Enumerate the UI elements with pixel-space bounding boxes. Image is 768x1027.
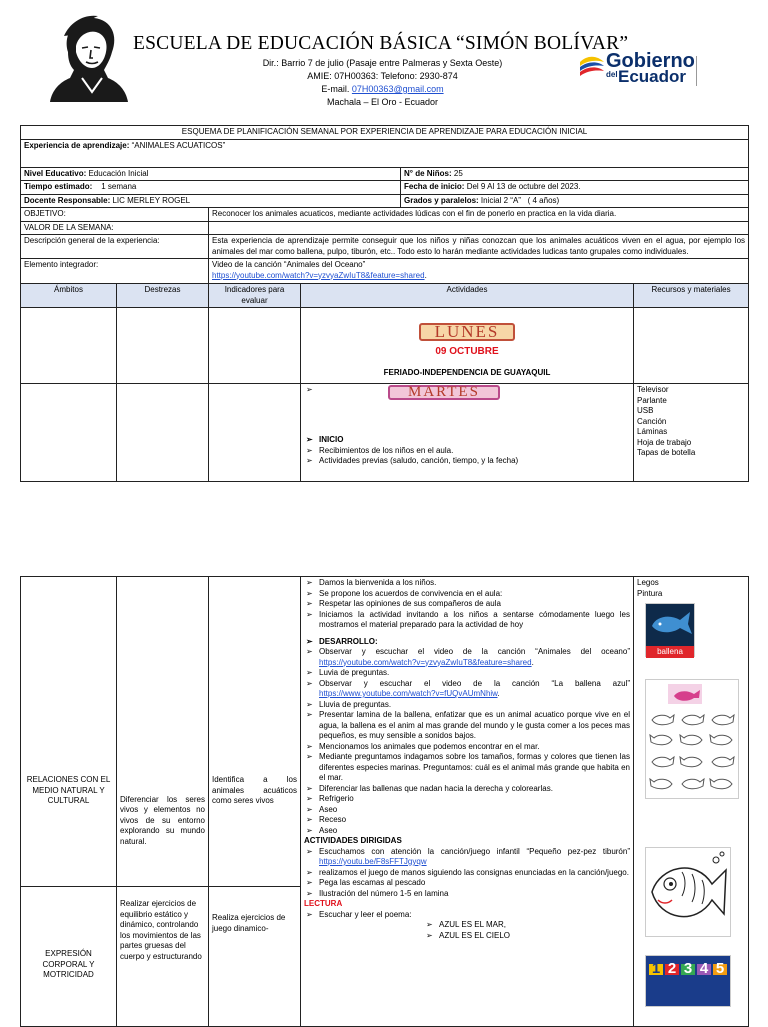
nivel-cell	[21, 167, 401, 181]
elemento-value: Video de la canción “Animales del Oceano”	[212, 260, 366, 269]
ninos-label: N° de Niños:	[404, 168, 452, 178]
fecha-label: Fecha de inicio:	[404, 182, 465, 191]
lunes-activities	[301, 308, 634, 384]
activity-item: ➢ Iniciamos la actividad invitando a los niños a sentarse cómodamente luego les mostramos el material preparado para la actividad de hoy	[304, 610, 630, 631]
activity-item: ➢ Observar y escuchar el video de la canción “La ballena azul” https://www.youtube.com/watch?v=fUQvAUmNhiw.	[304, 679, 630, 700]
col-recursos: Recursos y materiales	[634, 284, 749, 308]
descripcion-label: Descripción general de la experiencia:	[21, 235, 209, 259]
elemento-label: Elemento integrador:	[21, 259, 209, 284]
lunes-holiday: FERIADO-INDEPENDENCIA DE GUAYAQUIL	[383, 367, 551, 377]
email-link[interactable]: 07H00363@gmail.com	[351, 84, 444, 94]
planning-table-page2	[20, 576, 749, 1027]
poem-line: ➢ AZUL ES EL MAR,	[424, 920, 630, 931]
martes-inicio: ➢ INICIO	[304, 435, 630, 446]
col-ambitos: Ámbitos	[21, 284, 117, 308]
amie-line: AMIE: 07H00363: Telefono: 2930-874	[307, 71, 458, 81]
col-destrezas: Destrezas	[117, 284, 209, 308]
activity-item: ➢ Presentar lamina de la ballena, enfatizar que es un animal acuatico porque vive en el agua, la ballena es el anim al mas grande del mundo y le gusta comer a los peces mas pequeños, es muy sensible a sonidos bajos.	[304, 710, 630, 742]
martes-destreza	[117, 384, 209, 482]
activity-item: ➢ realizamos el juego de manos siguiendo las consignas enunciadas en la canción/juego.	[304, 868, 630, 879]
grados-cell	[401, 194, 749, 208]
objetivo-label: OBJETIVO:	[21, 208, 209, 222]
activity-item: ➢ Observar y escuchar el video de la canción “Animales del oceano” https://youtube.com/watch?v=yzvyaZwIuT8&feature=shared.	[304, 647, 630, 668]
martes-item: ➢ Actividades previas (saludo, canción, tiempo, y la fecha)	[304, 456, 630, 467]
ambito-relaciones: RELACIONES CON EL MEDIO NATURAL Y CULTURAL	[21, 577, 117, 887]
ambito-expresion: EXPRESIÓN CORPORAL Y MOTRICIDAD	[21, 887, 117, 1027]
logo-divider	[696, 56, 697, 86]
ecuador-flag-mark	[578, 52, 606, 88]
activity-item: ➢ Aseo	[304, 805, 630, 816]
lunes-ambito	[21, 308, 117, 384]
indicador-realiza: Realiza ejercicios de juego dinamico-	[209, 887, 301, 1027]
activity-item: ➢ Lluvia de preguntas.	[304, 700, 630, 711]
dirigidas-heading: ACTIVIDADES DIRIGIDAS	[304, 836, 402, 845]
elemento-link-suffix: .	[424, 270, 427, 280]
descripcion-value: Esta experiencia de aprendizaje permite conseguir que los niños y niñas conozcan que los animales acuáticos viven en el agua, por ejemplo los animales del mar como ballena, pulpo, tiburón, etc.. Todo esto lo harán mediante actividades ludicas tanto grupales como individuales.	[209, 235, 749, 259]
docente-cell	[21, 194, 401, 208]
gov-logo-word1: Gobierno	[606, 50, 695, 72]
whale-worksheet-image	[645, 679, 739, 799]
activity-item: ➢ Ilustración del número 1-5 en lamina	[304, 889, 630, 900]
martes-item: ➢ Recibimientos de los niños en el aula.	[304, 446, 630, 457]
poem-line: ➢ AZUL ES EL CIELO	[424, 931, 630, 942]
experience-label: Experiencia de aprendizaje:	[24, 140, 130, 150]
destreza-diferenciar: Diferenciar los seres vivos y elementos no vivos de su entorno explorando su mundo natural.	[117, 577, 209, 887]
number-card: 2	[665, 964, 679, 975]
resource-item: Parlante	[637, 395, 667, 405]
fish-icon	[646, 848, 730, 936]
resources-page2	[634, 577, 749, 1027]
resource-item: Pintura	[637, 588, 663, 598]
lunes-destreza	[117, 308, 209, 384]
fish-coloring-image	[645, 847, 731, 937]
elemento-link[interactable]: https://youtube.com/watch?v=yzvyaZwIuT8&feature=shared	[212, 270, 425, 280]
grados-label: Grados y paralelos:	[404, 195, 479, 205]
resource-item: Láminas	[637, 427, 668, 436]
resource-item: Televisor	[637, 385, 669, 394]
indicador-identifica: Identifica a los animales acuáticos como seres vivos	[209, 577, 301, 887]
number-card: 1	[649, 964, 663, 975]
docente-label: Docente Responsable:	[24, 195, 111, 205]
activities-page2	[301, 577, 634, 1027]
objetivo-value: Reconocer los animales acuaticos, mediante actividades lúdicas con el fin de ponerlo en practica en la vida diaria.	[209, 208, 749, 222]
lectura-heading: LECTURA	[304, 899, 343, 908]
activity-item: ➢ Diferenciar las ballenas que nadan hacia la derecha y colorearlas.	[304, 784, 630, 795]
tiempo-value: 1 semana	[92, 182, 137, 191]
destreza-ejercicios: Realizar ejercicios de equilibrio estático y dinámico, controlando los movimientos de las partes gruesas del cuerpo y estructurando	[117, 887, 209, 1027]
video-link-oceano[interactable]: https://youtube.com/watch?v=yzvyaZwIuT8&feature=shared	[319, 657, 532, 667]
activity-item: ➢ Respetar las opiniones de sus compañeros de aula	[304, 599, 630, 610]
activity-item: ➢ Aseo	[304, 826, 630, 837]
activity-item: ➢ Damos la bienvenida a los niños.	[304, 578, 630, 589]
ninos-value: 25	[451, 168, 463, 178]
activity-item: ➢ Refrigerio	[304, 794, 630, 805]
activity-item: ➢ Pega las escamas al pescado	[304, 878, 630, 889]
city-line: Machala – El Oro - Ecuador	[326, 97, 439, 107]
grados-value: Inicial 2 “A” ( 4 años)	[478, 195, 560, 205]
whale-icon	[646, 604, 694, 642]
planning-table-page1	[20, 125, 749, 482]
lunes-date: 09 OCTUBRE	[435, 346, 499, 358]
school-name: ESCUELA DE EDUCACIÓN BÁSICA “SIMÓN BOLÍVAR”	[133, 33, 629, 54]
resource-item: USB	[637, 406, 654, 415]
valor-value	[209, 221, 749, 235]
activity-item: ➢ Mediante preguntamos indagamos sobre los tamaños, formas y colores que tienen las diferentes especies marinas. Preguntamos: cuál es el animal más grande que habita en el mar.	[304, 752, 630, 784]
martes-arrow-icon: ➢	[306, 385, 313, 394]
numbers-chart-image	[645, 955, 731, 1007]
experience-value: “ANIMALES ACUATICOS”	[129, 140, 226, 150]
experience-row	[21, 139, 749, 167]
gov-logo-word3: Ecuador	[618, 67, 687, 86]
fecha-value: Del 9 Al 13 de octubre del 2023.	[464, 182, 581, 191]
nivel-value: Educación Inicial	[86, 168, 149, 178]
gobierno-ecuador-logo	[578, 50, 698, 92]
martes-activities	[301, 384, 634, 482]
activity-item: ➢ Escuchar y leer el poema:	[304, 910, 630, 921]
desarrollo-heading: ➢ DESARROLLO:	[304, 637, 630, 648]
email-line	[240, 83, 525, 96]
activity-item: ➢ Mencionamos los animales que podemos encontrar en el mar.	[304, 742, 630, 753]
number-card: 4	[697, 964, 711, 975]
lunes-indicador	[209, 308, 301, 384]
plan-main-title: ESQUEMA DE PLANIFICACIÓN SEMANAL POR EXPERIENCIA DE APRENDIZAJE PARA EDUCACIÓN INICIAL	[21, 126, 749, 140]
col-indicadores: Indicadores para evaluar	[209, 284, 301, 308]
docente-value: LIC MERLEY ROGEL	[110, 195, 191, 205]
email-label: E-mail.	[321, 84, 352, 94]
ninos-cell	[401, 167, 749, 181]
resource-item: Hoja de trabajo	[637, 437, 692, 447]
resource-item: Legos	[637, 578, 659, 587]
number-card: 5	[713, 964, 727, 975]
martes-indicador	[209, 384, 301, 482]
whales-worksheet-icon	[646, 680, 738, 798]
fecha-cell	[401, 181, 749, 195]
tiempo-label: Tiempo estimado:	[24, 182, 93, 191]
lunes-resources	[634, 308, 749, 384]
valor-label: VALOR DE LA SEMANA:	[21, 221, 209, 235]
activity-item: ➢ Se propone los acuerdos de convivencia en el aula:	[304, 589, 630, 600]
video-link-ballena[interactable]: https://www.youtube.com/watch?v=fUQvAUmNhiw	[319, 689, 498, 698]
col-actividades: Actividades	[301, 284, 634, 308]
activity-item: ➢ Escuchamos con atención la canción/juego infantil “Pequeño pez-pez tiburón” https://youtu.be/F8sFFTJgyqw	[304, 847, 630, 868]
lunes-badge: LUNES	[419, 323, 516, 342]
simon-bolivar-portrait	[48, 12, 128, 102]
video-link-tiburon[interactable]: https://youtu.be/F8sFFTJgyqw	[319, 857, 427, 866]
gov-logo-word2: del	[606, 70, 618, 79]
number-card: 3	[681, 964, 695, 975]
ballena-image	[645, 603, 695, 657]
activity-item: ➢ Luvia de preguntas.	[304, 668, 630, 679]
ballena-caption: ballena	[646, 646, 694, 658]
nivel-label: Nivel Educativo:	[24, 168, 87, 178]
address-line: Dir.: Barrio 7 de julio (Pasaje entre Palmeras y Sexta Oeste)	[262, 58, 503, 68]
martes-ambito	[21, 384, 117, 482]
resource-item: Canción	[637, 416, 667, 426]
activity-item: ➢ Receso	[304, 815, 630, 826]
martes-badge: MARTES	[388, 385, 500, 400]
resource-item: Tapas de botella	[637, 448, 696, 457]
elemento-cell	[209, 259, 749, 284]
tiempo-cell	[21, 181, 401, 195]
martes-resources	[634, 384, 749, 482]
